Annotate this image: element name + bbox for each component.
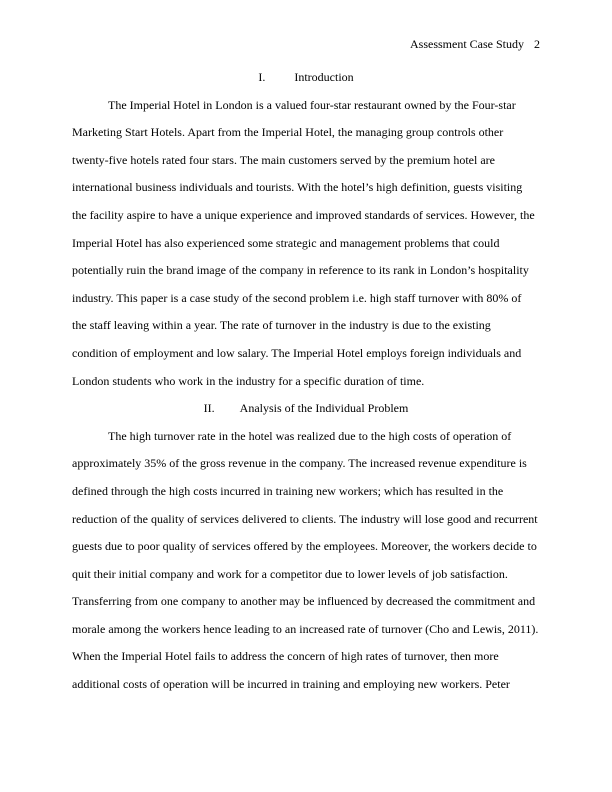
text-line: quit their initial company and work for a competitor due to lower levels of job satisfaction. — [72, 566, 508, 581]
text-line: Imperial Hotel has also experienced some strategic and management problems that could — [72, 235, 500, 250]
text-line: potentially ruin the brand image of the company in reference to its rank in London’s hospitality — [72, 263, 529, 278]
text-line: approximately 35% of the gross revenue in the company. The increased revenue expenditure is — [72, 456, 527, 471]
section-number: I. — [258, 70, 266, 84]
text-line: industry. This paper is a case study of the second problem i.e. high staff turnover with 80% of — [72, 290, 522, 305]
text-line: reduction of the quality of services delivered to clients. The industry will lose good and recurrent — [72, 511, 538, 526]
introduction-paragraph — [72, 92, 540, 396]
text-line: The Imperial Hotel in London is a valued four-star restaurant owned by the Four-star — [108, 97, 516, 112]
text-line: The high turnover rate in the hotel was realized due to the high costs of operation of — [108, 428, 512, 443]
text-line: Transferring from one company to another may be influenced by decreased the commitment and — [72, 594, 536, 609]
page-number: 2 — [534, 37, 540, 51]
text-line: condition of employment and low salary. The Imperial Hotel employs foreign individuals and — [72, 345, 522, 360]
text-line: guests due to poor quality of services offered by the employees. Moreover, the workers decide to — [72, 539, 537, 554]
section-title: Analysis of the Individual Problem — [239, 401, 409, 416]
section-number: II. — [203, 401, 215, 416]
analysis-paragraph — [72, 423, 540, 699]
text-line: the facility aspire to have a unique experience and improved standards of services. However, the — [72, 207, 535, 222]
text-line: twenty-five hotels rated four stars. The main customers served by the premium hotel are — [72, 152, 495, 167]
text-line: defined through the high costs incurred in training new workers; which has resulted in the — [72, 483, 504, 498]
running-head — [410, 36, 540, 52]
section-heading-introduction — [72, 64, 540, 92]
text-line: international business individuals and tourists. With the hotel’s high definition, guests visiting — [72, 180, 523, 195]
text-line: When the Imperial Hotel fails to address the concern of high rates of turnover, then more — [72, 649, 499, 664]
text-line: London students who work in the industry for a specific duration of time. — [72, 373, 425, 388]
text-line: Marketing Start Hotels. Apart from the Imperial Hotel, the managing group controls other — [72, 125, 504, 140]
section-heading-analysis — [72, 395, 540, 423]
text-line: additional costs of operation will be incurred in training and employing new workers. Peter — [72, 677, 510, 692]
running-head-title: Assessment Case Study — [410, 37, 524, 51]
text-line: the staff leaving within a year. The rate of turnover in the industry is due to the existing — [72, 318, 491, 333]
body-text — [72, 64, 540, 699]
section-title: Introduction — [294, 70, 354, 84]
text-line: morale among the workers hence leading to an increased rate of turnover (Cho and Lewis, 2011). — [72, 621, 539, 636]
